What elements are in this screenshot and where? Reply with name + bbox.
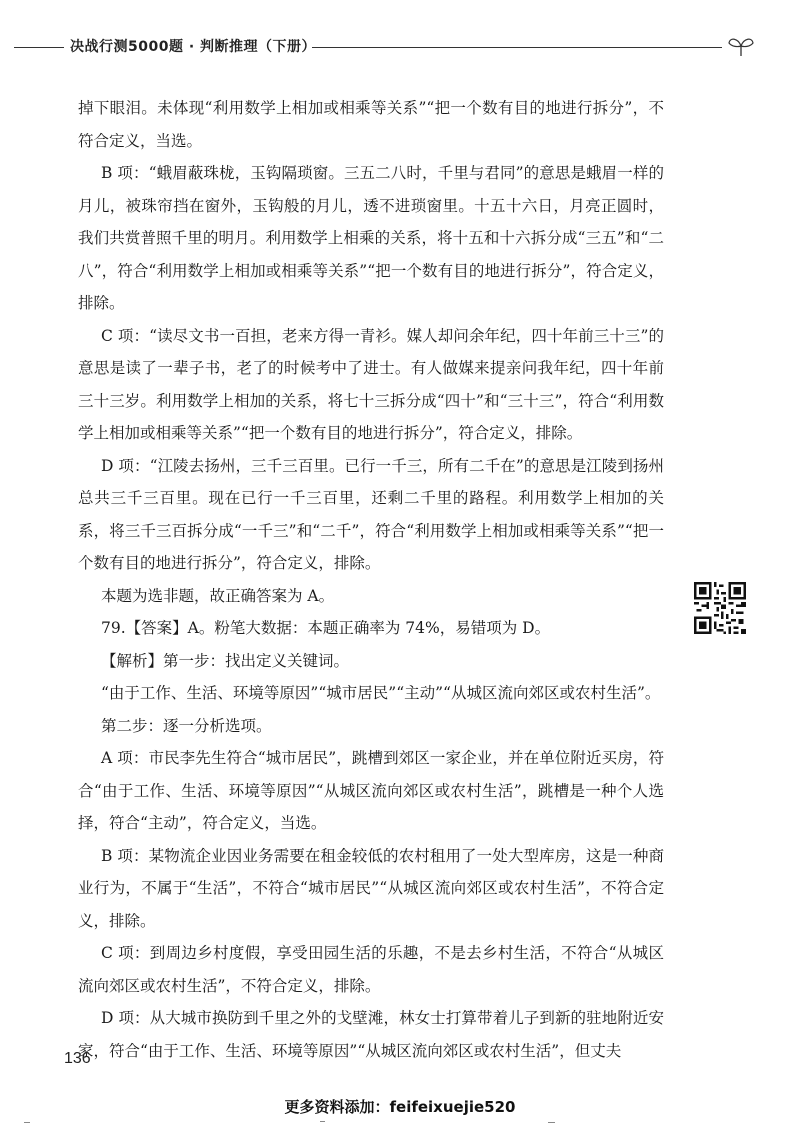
footer-contact-note: 更多资料添加：feifeixuejie520 <box>284 1098 516 1116</box>
header-rule-left <box>14 47 64 48</box>
page-number: 136 <box>64 1050 91 1067</box>
paragraph-option-d: D 项：“江陵去扬州，三千三百里。已行一千三，所有二千在”的意思是江陵到扬州总共三千三百里。现在已行一千三百里，还剩二千里的路程。利用数学上相加的关系，将三千三百拆分成“一千三”和“二千”，符合“利用数学上相加或相乘等关系”“把一个数有目的地进行拆分”，符合定义，排除。 <box>78 456 664 572</box>
analysis-step-1: 【解析】第一步：找出定义关键词。 <box>101 651 350 670</box>
q79-option-a: A 项：市民李先生符合“城市居民”，跳槽到郊区一家企业，并在单位附近买房，符合“由于工作、生活、环境等原因”“从城区流向郊区或农村生活”，跳槽是一种个人选择，符合“主动”，符合定义，当选。 <box>78 749 664 832</box>
header-rule-right <box>312 47 722 48</box>
paragraph-option-c: C 项：“读尽文书一百担，老来方得一青衫。媒人却问余年纪，四十年前三十三”的意思是读了一辈子书，老了的时候考中了进士。有人做媒来提亲问我年纪，四十年前三十三岁。利用数学上相加的关系，将七十三拆分成“四十”和“三十三”，符合“利用数学上相加或相乘等关系”“把一个数有目的地进行拆分”，符合定义，排除。 <box>78 326 664 442</box>
q79-option-c: C 项：到周边乡村度假，享受田园生活的乐趣，不是去乡村生活，不符合“从城区流向郊区或农村生活”，不符合定义，排除。 <box>78 944 664 995</box>
book-title: 决战行测5000题 · 判断推理（下册） <box>70 39 317 55</box>
q79-option-b: B 项：某物流企业因业务需要在租金较低的农村租用了一处大型库房，这是一种商业行为，不属于“生活”，不符合“城市居民”“从城区流向郊区或农村生活”，不符合定义，排除。 <box>78 846 664 930</box>
sprout-icon <box>726 34 756 58</box>
q79-option-d: D 项：从大城市换防到千里之外的戈壁滩，林女士打算带着儿子到新的驻地附近安家，符合“由于工作、生活、环境等原因”“从城区流向郊区或农村生活”，但丈夫 <box>78 1009 664 1060</box>
paragraph-option-b: B 项：“蛾眉蔽珠栊，玉钩隔琐窗。三五二八时，千里与君同”的意思是蛾眉一样的月儿，被珠帘挡在窗外，玉钩般的月儿，透不进琐窗里。十五十六日，月亮正圆时，我们共赏普照千里的明月。利用数学上相乘的关系，将十五和十六拆分成“三五”和“二八”，符合“利用数学上相加或相乘等关系”“把一个数有目的地进行拆分”，符合定义，排除。 <box>78 164 664 312</box>
scan-artifact-dots <box>0 1120 800 1126</box>
question-79-answer: 79.【答案】A。粉笔大数据：本题正确率为 74%，易错项为 D。 <box>101 619 551 637</box>
qr-code-icon[interactable] <box>694 582 746 634</box>
page-body <box>78 92 664 1067</box>
paragraph-option-a-conclusion: 掉下眼泪。未体现“利用数学上相加或相乘等关系”“把一个数有目的地进行拆分”，不符合定义，当选。 <box>78 99 664 150</box>
paragraph-answer-summary: 本题为选非题，故正确答案为 A。 <box>101 586 335 605</box>
analysis-step-2: 第二步：逐一分析选项。 <box>101 716 272 735</box>
running-header <box>0 36 800 60</box>
definition-keywords: “由于工作、生活、环境等原因”“城市居民”“主动”“从城区流向郊区或农村生活”。 <box>101 684 661 702</box>
